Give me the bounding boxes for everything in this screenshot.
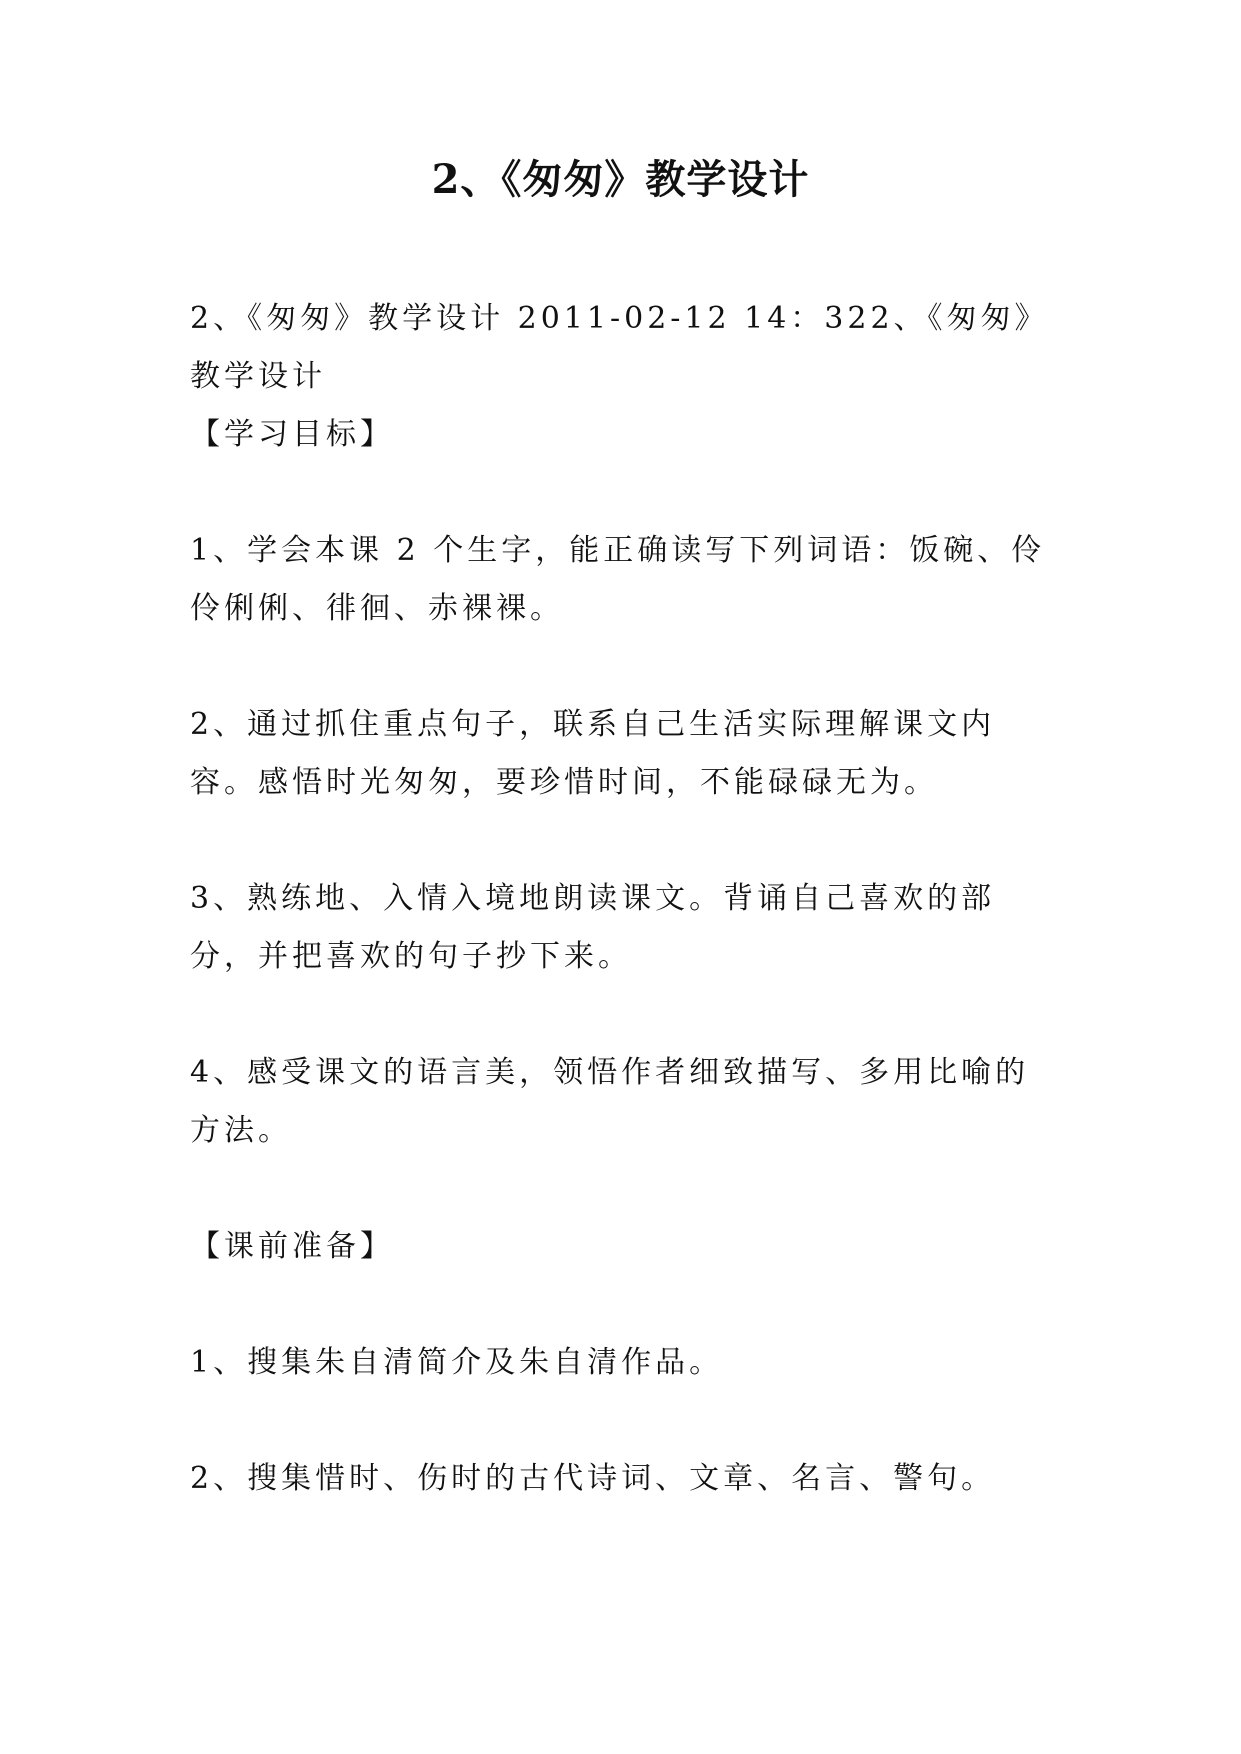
goal-item-3: 3、熟练地、入情入境地朗读课文。背诵自己喜欢的部分，并把喜欢的句子抄下来。 [190,881,996,974]
section-heading-learning-goals: 【学习目标】 [190,417,394,452]
paragraph-header-line: 2、《匆匆》教学设计 2011-02-12 14：322、《匆匆》教学设计 [190,301,1049,394]
goal-item-4: 4、感受课文的语言美，领悟作者细致描写、多用比喻的方法。 [190,1055,1030,1148]
goal-item-2: 2、通过抓住重点句子，联系自己生活实际理解课文内容。感悟时光匆匆，要珍惜时间，不能碌碌无为。 [190,707,996,800]
prep-item-2: 2、搜集惜时、伤时的古代诗词、文章、名言、警句。 [190,1461,996,1496]
prep-item-1: 1、搜集朱自清简介及朱自清作品。 [190,1345,724,1380]
document-body [190,290,1060,1508]
section-heading-preparation: 【课前准备】 [190,1229,394,1264]
document-title: 2、《匆匆》教学设计 [431,156,810,203]
goal-item-1: 1、学会本课 2 个生字，能正确读写下列词语：饭碗、伶伶俐俐、徘徊、赤裸裸。 [190,533,1046,626]
